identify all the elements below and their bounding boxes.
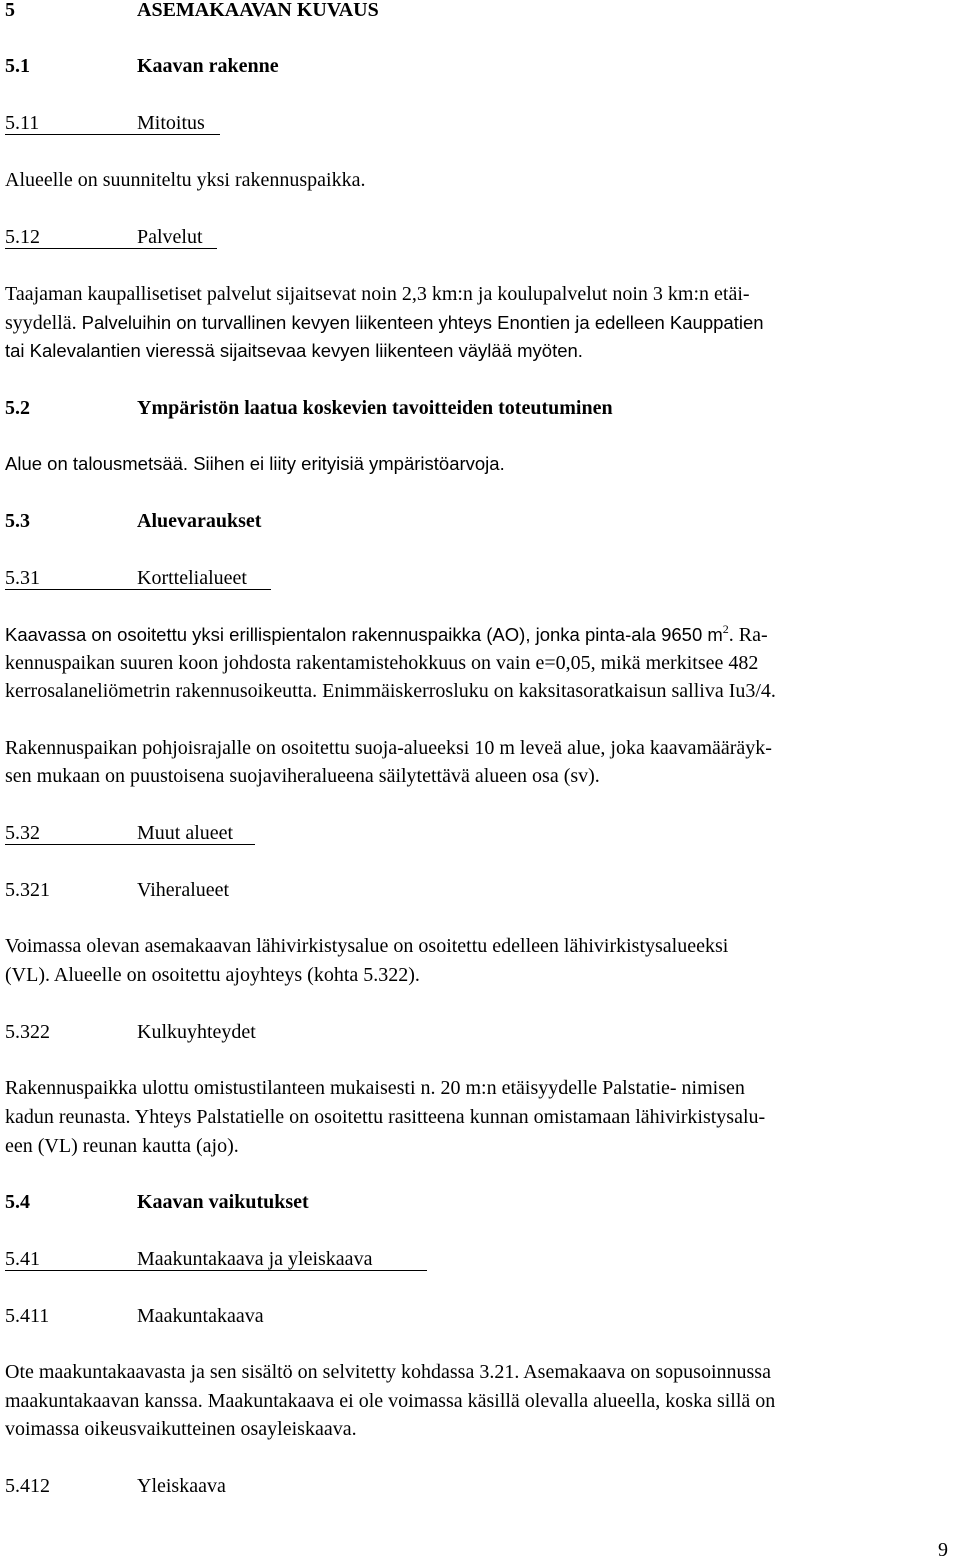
section-number: 5.3 [5, 510, 30, 532]
paragraph-line: Ote maakuntakaavasta ja sen sisältö on selvitetty kohdassa 3.21. Asemakaava on sopusoinnussa [5, 1361, 771, 1383]
subsection-title: Muut alueet [137, 822, 234, 844]
section-number: 5.2 [5, 397, 30, 419]
subsection-number: 5.12 [5, 226, 40, 248]
subsection-title: Palvelut [137, 226, 203, 248]
paragraph-line: Alue on talousmetsää. Siihen ei liity erityisiä ympäristöarvoja. [5, 453, 505, 474]
subsection-number: 5.32 [5, 822, 40, 844]
section-title: Kaavan rakenne [137, 55, 279, 77]
page-number: 9 [938, 1539, 948, 1561]
heading-number: 5 [5, 0, 15, 21]
subsection-number: 5.31 [5, 567, 40, 589]
paragraph-line: kerrosalaneliömetrin rakennusoikeutta. Enimmäiskerrosluku on kaksitasoratkaisun salliva Iu3/4. [5, 680, 776, 702]
subsection-title: Maakuntakaava [137, 1305, 264, 1327]
paragraph-line: maakuntakaavan kanssa. Maakuntakaava ei ole voimassa käsillä olevalla alueella, koska sillä on [5, 1390, 776, 1412]
paragraph-line [5, 623, 768, 647]
subsection-title: Kulkuyhteydet [137, 1021, 256, 1043]
subsection-title: Yleiskaava [137, 1475, 226, 1497]
heading-title: ASEMAKAAVAN KUVAUS [137, 0, 379, 21]
paragraph-line: een (VL) reunan kautta (ajo). [5, 1135, 239, 1157]
section-title: Kaavan vaikutukset [137, 1191, 309, 1213]
paragraph-fragment: syydellä. [5, 312, 82, 334]
paragraph-fragment: . Ra- [728, 624, 768, 646]
subsection-number: 5.322 [5, 1021, 50, 1043]
subsection-underline [5, 1270, 427, 1271]
paragraph-fragment: Kaavassa on osoitettu yksi erillispientalon rakennuspaikka (AO), jonka pinta-ala 9650 m [5, 624, 723, 645]
paragraph-line: Rakennuspaikan pohjoisrajalle on osoitettu suoja-alueeksi 10 m leveä alue, joka kaavamääräyk- [5, 737, 772, 759]
superscript: 2 [722, 622, 729, 636]
paragraph-line: (VL). Alueelle on osoitettu ajoyhteys (kohta 5.322). [5, 964, 420, 986]
paragraph-fragment: Palveluihin on turvallinen kevyen liikenteen yhteys Enontien ja edelleen Kauppatien [81, 312, 764, 333]
section-title: Ympäristön laatua koskevien tavoitteiden toteutuminen [137, 397, 613, 419]
paragraph-line [5, 311, 764, 335]
paragraph-line: Rakennuspaikka ulottu omistustilanteen mukaisesti n. 20 m:n etäisyydelle Palstatie- nimisen [5, 1077, 745, 1099]
section-number: 5.4 [5, 1191, 30, 1213]
subsection-underline [5, 589, 271, 590]
paragraph-line: Taajaman kaupallisetiset palvelut sijaitsevat noin 2,3 km:n ja koulupalvelut noin 3 km:n etäi- [5, 283, 750, 305]
paragraph-line: tai Kalevalantien vieressä sijaitsevaa kevyen liikenteen väylää myöten. [5, 340, 583, 361]
subsection-title: Korttelialueet [137, 567, 247, 589]
paragraph-line: voimassa oikeusvaikutteinen osayleiskaava. [5, 1418, 357, 1440]
subsection-number: 5.412 [5, 1475, 50, 1497]
paragraph-line: sen mukaan on puustoisena suojaviheralueena säilytettävä alueen osa (sv). [5, 765, 600, 787]
subsection-underline [5, 134, 220, 135]
paragraph-line: kadun reunasta. Yhteys Palstatielle on osoitettu rasitteena kunnan omistamaan lähivirkistysalu- [5, 1106, 766, 1128]
subsection-number: 5.11 [5, 112, 40, 134]
section-title: Aluevaraukset [137, 510, 262, 532]
paragraph-line: Alueelle on suunniteltu yksi rakennuspaikka. [5, 169, 366, 191]
section-number: 5.1 [5, 55, 30, 77]
subsection-underline [5, 844, 255, 845]
subsection-number: 5.41 [5, 1248, 40, 1270]
subsection-number: 5.411 [5, 1305, 50, 1327]
subsection-title: Mitoitus [137, 112, 205, 134]
subsection-title: Viheralueet [137, 879, 230, 901]
subsection-number: 5.321 [5, 879, 50, 901]
paragraph-line: Voimassa olevan asemakaavan lähivirkistysalue on osoitettu edelleen lähivirkistysalueeksi [5, 935, 729, 957]
subsection-title: Maakuntakaava ja yleiskaava [137, 1248, 373, 1270]
subsection-underline [5, 248, 217, 249]
paragraph-line: kennuspaikan suuren koon johdosta rakentamistehokkuus on vain e=0,05, mikä merkitsee 482 [5, 652, 759, 674]
